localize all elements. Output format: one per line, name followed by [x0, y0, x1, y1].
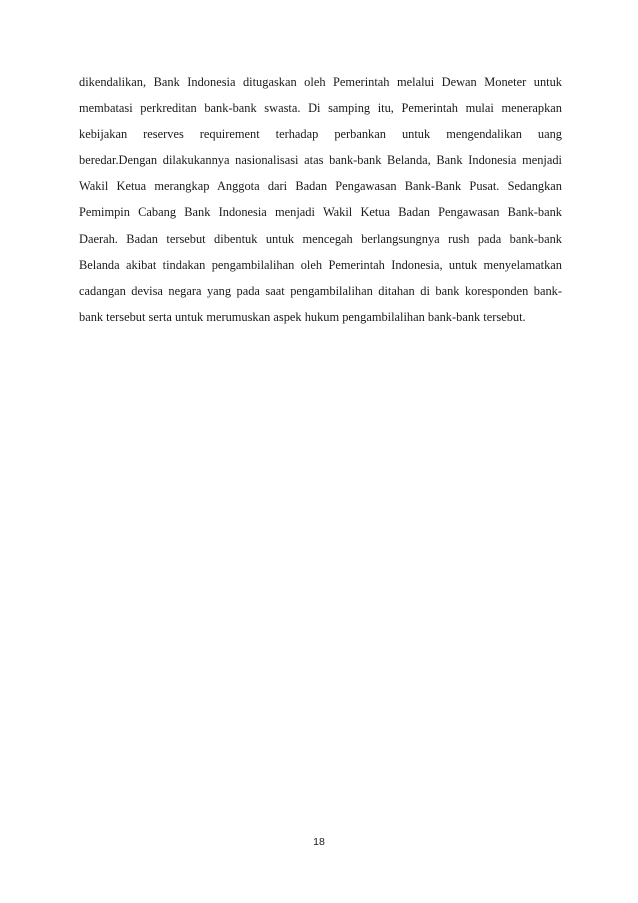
paragraph-line: dikendalikan, Bank Indonesia ditugaskan oleh Pemerintah melalui Dewan Moneter untuk — [79, 75, 562, 89]
paragraph-line: bank tersebut serta untuk merumuskan aspek hukum pengambilalihan bank-bank tersebut. — [79, 309, 526, 324]
paragraph-line: beredar.Dengan dilakukannya nasionalisasi atas bank-bank Belanda, Bank Indonesia menjadi — [79, 153, 562, 168]
paragraph-line: kebijakan reserves requirement terhadap perbankan untuk mengendalikan uang — [79, 127, 562, 142]
page-number: 18 — [313, 836, 325, 848]
paragraph-line: membatasi perkreditan bank-bank swasta. Di samping itu, Pemerintah mulai menerapkan — [79, 101, 562, 116]
paragraph-line: cadangan devisa negara yang pada saat pengambilalihan ditahan di bank koresponden bank- — [79, 283, 562, 298]
body-paragraph — [79, 69, 562, 330]
paragraph-line: Daerah. Badan tersebut dibentuk untuk mencegah berlangsungnya rush pada bank-bank — [79, 231, 562, 246]
paragraph-line: Belanda akibat tindakan pengambilalihan oleh Pemerintah Indonesia, untuk menyelamatkan — [79, 257, 562, 272]
paragraph-line: Wakil Ketua merangkap Anggota dari Badan Pengawasan Bank-Bank Pusat. Sedangkan — [79, 179, 562, 194]
paragraph-line: Pemimpin Cabang Bank Indonesia menjadi Wakil Ketua Badan Pengawasan Bank-bank — [79, 205, 562, 220]
